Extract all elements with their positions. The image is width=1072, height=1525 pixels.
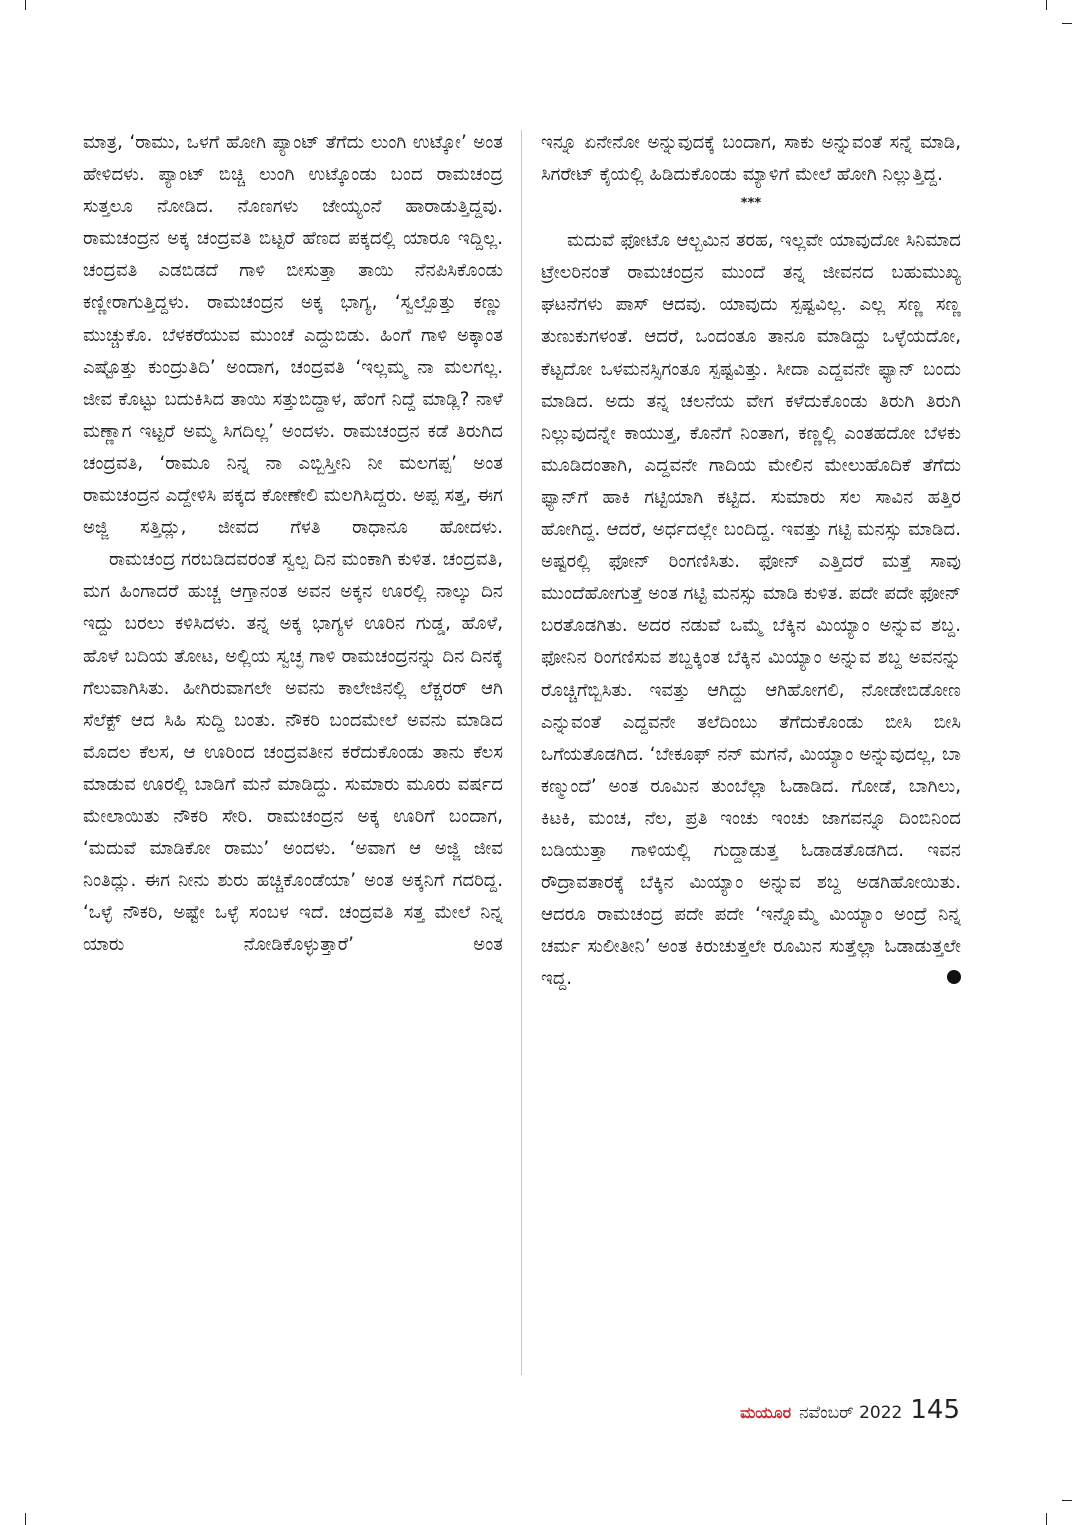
crop-mark-bottom-left bbox=[25, 1513, 26, 1525]
paragraph: ರಾಮಚಂದ್ರ ಗರಬಡಿದವರಂತೆ ಸ್ವಲ್ಪ ದಿನ ಮಂಕಾಗಿ ಕುಳಿತ. ಚಂದ್ರವತಿ, ಮಗ ಹಿಂಗಾದರೆ ಹುಚ್ಚ ಆಗ್ತಾನಂತ ಅವನ ಅಕ್ಕನ ಊರಲ್ಲಿ ನಾಲ್ಕು ದಿನ ಇದ್ದು ಬರಲು ಕಳಿಸಿದಳು. ತನ್ನ ಅಕ್ಕ ಭಾಗ್ಯಳ ಊರಿನ ಗುಡ್ಡ, ಹೊಳೆ, ಹೊಳೆ ಬದಿಯ ತೋಟ, ಅಲ್ಲಿಯ ಸ್ವಚ್ಛ ಗಾಳಿ ರಾಮಚಂದ್ರನನ್ನು ದಿನ ದಿನಕ್ಕೆ ಗೆಲುವಾಗಿಸಿತು. ಹೀಗಿರುವಾಗಲೇ ಅವನು ಕಾಲೇಜಿನಲ್ಲಿ ಲೆಕ್ಚರರ್ ಆಗಿ ಸೆಲೆಕ್ಟ್ ಆದ ಸಿಹಿ ಸುದ್ದಿ ಬಂತು. ನೌಕರಿ ಬಂದಮೇಲೆ ಅವನು ಮಾಡಿದ ಮೊದಲ ಕೆಲಸ, ಆ ಊರಿಂದ ಚಂದ್ರವತೀನ ಕರೆದುಕೊಂಡು ತಾನು ಕೆಲಸ ಮಾಡುವ ಊರಲ್ಲಿ ಬಾಡಿಗೆ ಮನೆ ಮಾಡಿದ್ದು. ಸುಮಾರು ಮೂರು ವರ್ಷದ ಮೇಲಾಯಿತು ನೌಕರಿ ಸೇರಿ. ರಾಮಚಂದ್ರನ ಅಕ್ಕ ಊರಿಗೆ ಬಂದಾಗ, ‘ಮದುವೆ ಮಾಡಿಕೋ ರಾಮು’ ಅಂದಳು. ‘ಅವಾಗ ಆ ಅಜ್ಜಿ ಜೀವ ನಿಂತಿದ್ಲು. ಈಗ ನೀನು ಶುರು ಹಚ್ಚಿಕೊಂಡೆಯಾ’ ಅಂತ ಅಕ್ಕನಿಗೆ ಗದರಿದ್ದ. ‘ಒಳ್ಳೆ ನೌಕರಿ, ಅಷ್ಟೇ ಒಳ್ಳೆ ಸಂಬಳ ಇದೆ. ಚಂದ್ರವತಿ ಸತ್ತ ಮೇಲೆ ನಿನ್ನ ಯಾರು ನೋಡಿಕೊಳ್ಳುತ್ತಾರೆ’ ಅಂತ bbox=[83, 549, 503, 956]
issue-date: ನವೆಂಬರ್ 2022 bbox=[799, 1403, 903, 1423]
page-number: 145 bbox=[910, 1395, 960, 1425]
magazine-name: ಮಯೂರ bbox=[740, 1403, 792, 1422]
crop-mark-right-bottom bbox=[1062, 1500, 1072, 1501]
section-break: *** bbox=[740, 196, 762, 212]
paragraph: ಇನ್ನೂ ಏನೇನೋ ಅನ್ನುವುದಕ್ಕೆ ಬಂದಾಗ, ಸಾಕು ಅನ್ನುವಂತೆ ಸನ್ನೆ ಮಾಡಿ, ಸಿಗರೇಟ್ ಕೈಯಲ್ಲಿ ಹಿಡಿದುಕೊಂಡು ಮ್ಯಾಳಿಗೆ ಮೇಲೆ ಹೋಗಿ ನಿಲ್ಲುತ್ತಿದ್ದ. bbox=[541, 132, 961, 186]
page-footer bbox=[740, 1395, 960, 1429]
column-divider bbox=[521, 130, 522, 1375]
crop-mark-bottom-right bbox=[1046, 1513, 1047, 1525]
crop-mark-top-left bbox=[25, 0, 26, 10]
crop-mark-right-top bbox=[1062, 23, 1072, 24]
crop-mark-top-right bbox=[1046, 0, 1047, 10]
right-column bbox=[541, 127, 961, 995]
paragraph: ಮದುವೆ ಫೋಟೊ ಆಲ್ಬಮಿನ ತರಹ, ಇಲ್ಲವೇ ಯಾವುದೋ ಸಿನಿಮಾದ ಟ್ರೇಲರಿನಂತೆ ರಾಮಚಂದ್ರನ ಮುಂದೆ ತನ್ನ ಜೀವನದ ಬಹುಮುಖ್ಯ ಘಟನೆಗಳು ಪಾಸ್ ಆದವು. ಯಾವುದು ಸ್ಪಷ್ಟವಿಲ್ಲ. ಎಲ್ಲ ಸಣ್ಣ ಸಣ್ಣ ತುಣುಕುಗಳಂತೆ. ಆದರೆ, ಒಂದಂತೂ ತಾನೂ ಮಾಡಿದ್ದು ಒಳ್ಳೆಯದೋ, ಕೆಟ್ಟದೋ ಒಳಮನಸ್ಸಿಗಂತೂ ಸ್ಪಷ್ಟವಿತ್ತು. ಸೀದಾ ಎದ್ದವನೇ ಫ್ಯಾನ್ ಬಂದು ಮಾಡಿದ. ಅದು ತನ್ನ ಚಲನೆಯ ವೇಗ ಕಳೆದುಕೊಂಡು ತಿರುಗಿ ತಿರುಗಿ ನಿಲ್ಲುವುದನ್ನೇ ಕಾಯುತ್ತ, ಕೊನೆಗೆ ನಿಂತಾಗ, ಕಣ್ಣಲ್ಲಿ ಎಂತಹದೋ ಬೆಳಕು ಮೂಡಿದಂತಾಗಿ, ಎದ್ದವನೇ ಗಾದಿಯ ಮೇಲಿನ ಮೇಲುಹೊದಿಕೆ ತೆಗೆದು ಫ್ಯಾನ್‌ಗೆ ಹಾಕಿ ಗಟ್ಟಿಯಾಗಿ ಕಟ್ಟಿದ. ಸುಮಾರು ಸಲ ಸಾವಿನ ಹತ್ತಿರ ಹೋಗಿದ್ದ. ಆದರೆ, ಅರ್ಧದಲ್ಲೇ ಬಂದಿದ್ದ. ಇವತ್ತು ಗಟ್ಟಿ ಮನಸ್ಸು ಮಾಡಿದ. ಅಷ್ಟರಲ್ಲಿ ಫೋನ್ ರಿಂಗಣಿಸಿತು. ಫೋನ್ ಎತ್ತಿದರೆ ಮತ್ತೆ ಸಾವು ಮುಂದೆಹೋಗುತ್ತೆ ಅಂತ ಗಟ್ಟಿ ಮನಸ್ಸು ಮಾಡಿ ಕುಳಿತ. ಪದೇ ಪದೇ ಫೋನ್ ಬರತೊಡಗಿತು. ಅದರ ನಡುವೆ ಒಮ್ಮೆ ಬೆಕ್ಕಿನ ಮಿಯ್ಯಾಂ ಅನ್ನುವ ಶಬ್ದ. ಫೋನಿನ ರಿಂಗಣಿಸುವ ಶಬ್ದಕ್ಕಿಂತ ಬೆಕ್ಕಿನ ಮಿಯ್ಯಾಂ ಅನ್ನುವ ಶಬ್ದ ಅವನನ್ನು ರೊಚ್ಚಿಗೆಬ್ಬಿಸಿತು. ಇವತ್ತು ಆಗಿದ್ದು ಆಗಿಹೋಗಲಿ, ನೋಡೇಬಿಡೋಣ ಎನ್ನುವಂತೆ ಎದ್ದವನೇ ತಲೆದಿಂಬು ತೆಗೆದುಕೊಂಡು ಬೀಸಿ ಬೀಸಿ ಒಗೆಯತೊಡಗಿದ. ‘ಬೇಕೂಫ್ ನನ್ ಮಗನೆ, ಮಿಯ್ಯಾಂ ಅನ್ನುವುದಲ್ಲ, ಬಾ ಕಣ್ಮುಂದೆ’ ಅಂತ ರೂಮಿನ ತುಂಬೆಲ್ಲಾ ಓಡಾಡಿದ. ಗೋಡೆ, ಬಾಗಿಲು, ಕಿಟಕಿ, ಮಂಚ, ನೆಲ, ಪ್ರತಿ ಇಂಚು ಇಂಚು ಜಾಗವನ್ನೂ ದಿಂಬಿನಿಂದ ಬಡಿಯುತ್ತಾ ಗಾಳಿಯಲ್ಲಿ ಗುದ್ದಾಡುತ್ತ ಓಡಾಡತೊಡಗಿದ. ಇವನ ರೌದ್ರಾವತಾರಕ್ಕೆ ಬೆಕ್ಕಿನ ಮಿಯ್ಯಾಂ ಅನ್ನುವ ಶಬ್ದ ಅಡಗಿಹೋಯಿತು. ಆದರೂ ರಾಮಚಂದ್ರ ಪದೇ ಪದೇ ‘ಇನ್ನೊಮ್ಮೆ ಮಿಯ್ಯಾಂ ಅಂದ್ರೆ ನಿನ್ನ ಚರ್ಮ ಸುಲೀತೀನಿ’ ಅಂತ ಕಿರುಚುತ್ತಲೇ ರೂಮಿನ ಸುತ್ತೆಲ್ಲಾ ಓಡಾಡುತ್ತಲೇ ಇದ್ದ. bbox=[541, 230, 961, 990]
paragraph: ಮಾತ್ರ, ‘ರಾಮು, ಒಳಗೆ ಹೋಗಿ ಪ್ಯಾಂಟ್ ತೆಗೆದು ಲುಂಗಿ ಉಟ್ಕೋ’ ಅಂತ ಹೇಳಿದಳು. ಪ್ಯಾಂಟ್ ಬಿಚ್ಚಿ ಲುಂಗಿ ಉಟ್ಕೊಂಡು ಬಂದ ರಾಮಚಂದ್ರ ಸುತ್ತಲೂ ನೋಡಿದ. ನೊಣಗಳು ಜೇಯ್ಯಂನೆ ಹಾರಾಡುತ್ತಿದ್ದವು. ರಾಮಚಂದ್ರನ ಅಕ್ಕ ಚಂದ್ರವತಿ ಬಿಟ್ಟರೆ ಹೆಣದ ಪಕ್ಕದಲ್ಲಿ ಯಾರೂ ಇದ್ದಿಲ್ಲ. ಚಂದ್ರವತಿ ಎಡಬಿಡದೆ ಗಾಳಿ ಬೀಸುತ್ತಾ ತಾಯಿ ನೆನಪಿಸಿಕೊಂಡು ಕಣ್ಣೀರಾಗುತ್ತಿದ್ದಳು. ರಾಮಚಂದ್ರನ ಅಕ್ಕ ಭಾಗ್ಯ, ‘ಸ್ವಲ್ಪೊತ್ತು ಕಣ್ಣು ಮುಚ್ಚುಕೊ. ಬೆಳಕರೆಯುವ ಮುಂಚೆ ಎದ್ದುಬಿಡು. ಹಿಂಗೆ ಗಾಳಿ ಅಕ್ಕಾಂತ ಎಷ್ಟೊತ್ತು ಕುಂದ್ರುತಿದಿ’ ಅಂದಾಗ, ಚಂದ್ರವತಿ ‘ಇಲ್ಲಮ್ಮ ನಾ ಮಲಗಲ್ಲ. ಜೀವ ಕೊಟ್ಟು ಬದುಕಿಸಿದ ತಾಯಿ ಸತ್ತುಬಿದ್ದಾಳ, ಹೆಂಗೆ ನಿದ್ದೆ ಮಾಡ್ಲಿ? ನಾಳೆ ಮಣ್ಣಾಗ ಇಟ್ಟರೆ ಅಮ್ಮ ಸಿಗದಿಲ್ಲ’ ಅಂದಳು. ರಾಮಚಂದ್ರನ ಕಡೆ ತಿರುಗಿದ ಚಂದ್ರವತಿ, ‘ರಾಮೂ ನಿನ್ನ ನಾ ಎಬ್ಬಿಸ್ತೀನಿ ನೀ ಮಲಗಪ್ಪ’ ಅಂತ ರಾಮಚಂದ್ರನ ಎದ್ದೇಳಿಸಿ ಪಕ್ಕದ ಕೋಣೇಲಿ ಮಲಗಿಸಿದ್ದರು. ಅಪ್ಪ ಸತ್ತ, ಈಗ ಅಜ್ಜಿ ಸತ್ತಿದ್ಲು, ಜೀವದ ಗೆಳತಿ ರಾಧಾನೂ ಹೋದಳು. bbox=[83, 132, 503, 539]
left-column bbox=[83, 127, 503, 961]
